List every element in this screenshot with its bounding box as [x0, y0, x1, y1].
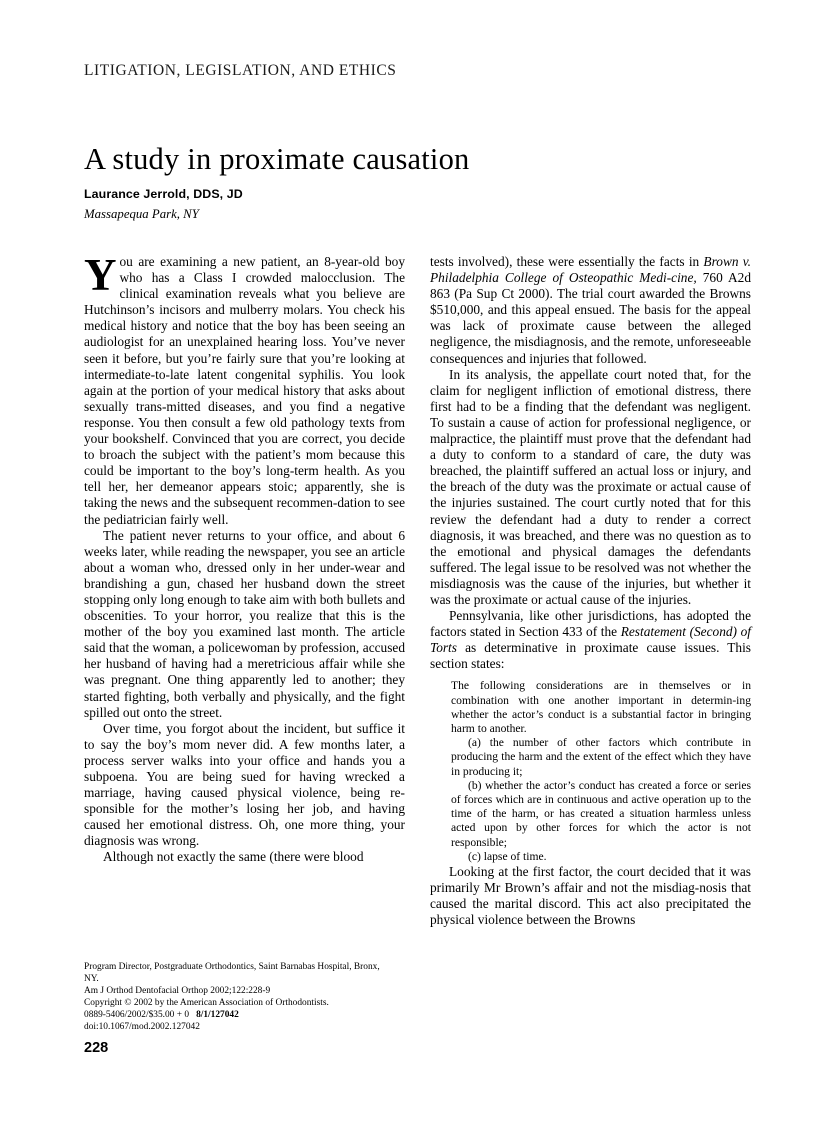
paragraph-text: tests involved), these were essentially the facts in	[430, 254, 704, 269]
restatement-title: Restatement (Second) of Torts	[430, 624, 752, 656]
paragraph	[430, 367, 751, 608]
footnote-issn-line	[84, 1010, 409, 1022]
drop-cap: Y	[84, 250, 117, 300]
footnote-journal-citation: Am J Orthod Dentofacial Orthop 2002;122:228-9	[84, 985, 271, 996]
paragraph-text: as determinative in proximate cause issues. This section states:	[430, 640, 751, 672]
paragraph	[84, 528, 405, 721]
author-affiliation: Massapequa Park, NY	[84, 206, 199, 221]
footnote-copyright: Copyright © 2002 by the American Association of Orthodontists.	[84, 997, 329, 1008]
byline	[84, 186, 684, 223]
paragraph-text: Looking at the first factor, the court decided that it was primarily Mr Brown’s affair and not the misdiag-nosis that caused the marital discord. This act also precipitated the physical violence between the Browns	[430, 864, 751, 928]
extract-item-a: (a) the number of other factors which contribute in producing the harm and the extent of the effect which they have in producing it;	[451, 736, 751, 778]
page-number: 228	[84, 1040, 109, 1056]
paragraph-text: The patient never returns to your office, and about 6 weeks later, while reading the newspaper, you see an article about a woman who, dressed only in her under-wear and brandishing a gun, chased her husband down the street stopping only long enough to take aim with both bullets and obscenities. To your horror, you realize that this is the mother of the boy you examined last month. The article said that the woman, a policewoman by profession, accused her husband of having had a meretricious affair while she was pregnant. One thing apparently led to another; they started fighting, both verbally and physically, and the fight spilled out onto the street.	[84, 527, 405, 720]
paragraph	[84, 721, 405, 850]
case-citation: Brown v. Philadelphia College of Osteopathic Medi-cine,	[430, 254, 751, 286]
running-head: LITIGATION, LEGISLATION, AND ETHICS	[84, 62, 397, 79]
footnote-issn: 0889-5406/2002/$35.00 + 0	[84, 1009, 190, 1020]
paragraph-text: Although not exactly the same (there were blood	[103, 849, 364, 865]
footnote-affiliation-line1: Program Director, Postgraduate Orthodontics, Saint Barnabas Hospital, Bronx,	[84, 962, 380, 972]
footnote-article-code: 8/1/127042	[196, 1009, 239, 1020]
paragraph	[430, 864, 751, 928]
paragraph-text: Pennsylvania, like other jurisdictions, has adopted the factors stated in Section 433 of the	[430, 608, 751, 640]
paragraph-continuation	[430, 254, 751, 367]
body-column-right	[430, 254, 751, 928]
extract-intro: The following considerations are in themselves or in combination with one another important in determin-ing whether the actor’s conduct is a substantial factor in bringing harm to another.	[451, 679, 751, 736]
extract-item-b: (b) whether the actor’s conduct has created a force or series of forces which are in continuous and active operation up to the time of the harm, or has created a situation harmless unless acted upon by other forces for which the actor is not responsible;	[451, 778, 751, 849]
paragraph-text: In its analysis, the appellate court noted that, for the claim for negligent infliction of emotional distress, there first had to be a finding that the defendant was negligent. To sustain a cause of action for professional negligence, or malpractice, the plaintiff must prove that the defendant had a duty to conform to a standard of care, the duty was breached, the plaintiff suffered an actual loss or injury, and the breach of the duty was the proximate or actual cause of the injuries sustained. The court curtly noted that for this review the defendant had a duty to render a correct diagnosis, it was breached, and there was no question as to the emotional and physical damages the defendants suffered. The legal issue to be resolved was not whether the misdiagnosis was the cause of the injuries, but whether it was the proximate or actual cause of the injuries.	[430, 366, 751, 607]
paragraph	[84, 849, 405, 865]
extract-item-c: (c) lapse of time.	[468, 849, 547, 863]
body-column-left	[84, 250, 405, 866]
page-title: A study in proximate causation	[84, 142, 470, 177]
footnote-block	[84, 962, 409, 1033]
paragraph	[430, 608, 751, 672]
paragraph-opening	[84, 250, 405, 528]
footnote-doi: doi:10.1067/mod.2002.127042	[84, 1021, 200, 1032]
paragraph-text: ou are examining a new patient, an 8-year-old boy who has a Class I crowded malocclusion. The clinical examination reveals what you believe are Hutchinson’s incisors and mulberry molars. You check his medical history and notice that the boy has been seeing an audiologist for an unexplained hearing loss. You’ve never seen it before, but you’re fairly sure that you’re looking at intermediate-to-late latent congenital syphilis. You look again at the portion of your medical history that asks about sexually trans-mitted diseases, and you find a negative response. You then consult a few old pathology texts from your bookshelf. Convinced that you are correct, you decide to broach the subject with the patient’s mom because this could be important to the boy’s long-term health. As you tell her, her demeanor appears stoic; apparently, she is taking the news and the subsequent recommen-dation to see the pediatrician fairly well.	[84, 254, 405, 527]
paragraph-text: 760 A2d 863 (Pa Sup Ct 2000). The trial court awarded the Browns $510,000, and this appeal ensued. The basis for the appeal was lack of proximate cause between the alleged negligence, the misdiagnosis, and the remote, unforeseeable consequences and injuries that followed.	[430, 270, 751, 366]
author-name: Laurance Jerrold, DDS, JD	[84, 187, 243, 201]
paragraph-text: Over time, you forgot about the incident, but suffice it to say the boy’s mom never did. A few months later, a process server walks into your office and hands you a subpoena. You are being sued for having wrecked a marriage, having caused physical violence, being re-sponsible for the mother’s losing her job, and having caused her emotional distress. Oh, one more thing, your diagnosis was wrong.	[84, 720, 405, 849]
blockquote-extract	[430, 679, 751, 864]
footnote-affiliation-line2: NY.	[84, 973, 99, 984]
